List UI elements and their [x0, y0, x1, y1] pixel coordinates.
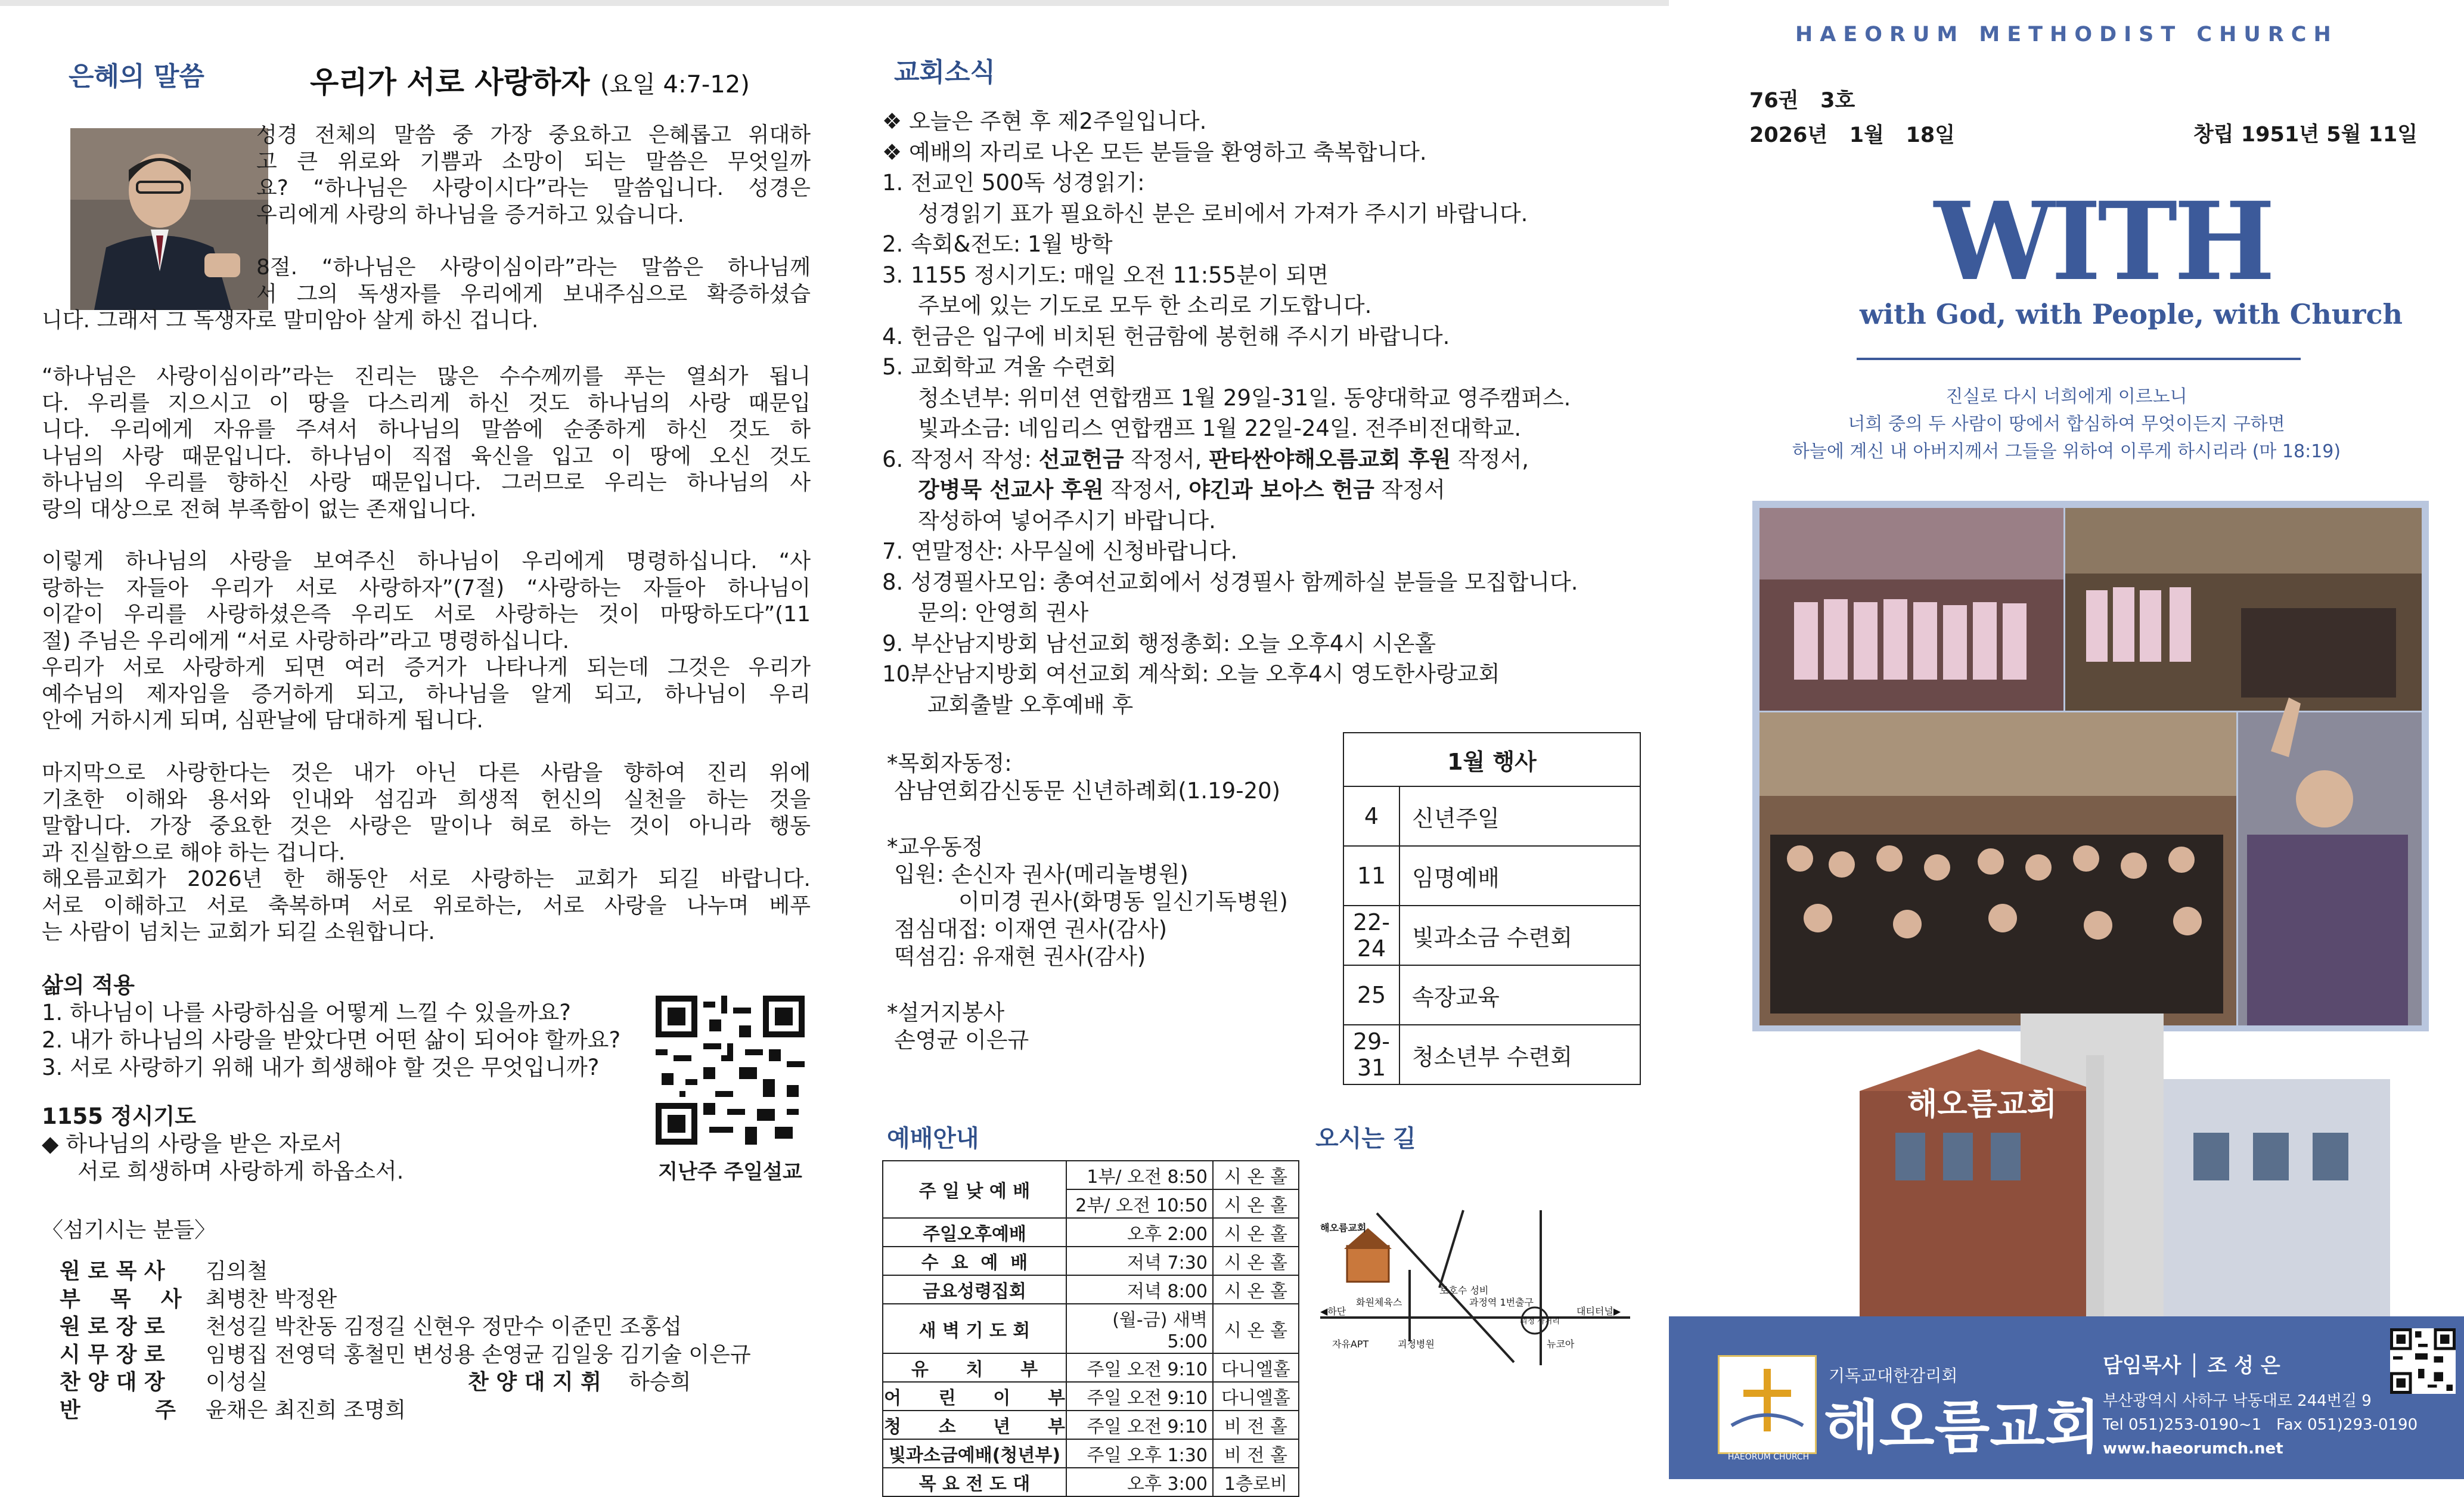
worship-time: 저녁 8:00	[1066, 1275, 1213, 1304]
events-table	[1343, 732, 1641, 1085]
staff-role: 시 무 장 로	[60, 1342, 165, 1367]
application-item: 2. 내가 하나님의 사랑을 받았다면 어떤 삶이 되어야 할까요?	[42, 1027, 621, 1053]
sermon-title-text: 우리가 서로 사랑하자	[310, 65, 590, 100]
staff-names: 하승희	[629, 1370, 691, 1394]
worship-name: 금요성령집회	[883, 1275, 1066, 1304]
text-line: 고 큰 위로와 기쁨과 소망이 되는 말씀은 무엇일까	[256, 149, 811, 174]
worship-row	[883, 1247, 1299, 1275]
divider	[1857, 358, 2301, 360]
staff-names: 이성실	[206, 1370, 268, 1394]
text-line: 우리가 서로 사랑하게 되면 여러 증거가 나타나게 되는데 그것은 우리가	[42, 655, 811, 680]
staff-row	[60, 1313, 751, 1341]
footer-qr-icon[interactable]	[2390, 1328, 2456, 1394]
staff-role: 반 주	[60, 1397, 176, 1422]
worship-place: 시 온 홀	[1213, 1161, 1299, 1189]
staff-row	[60, 1341, 751, 1369]
text-line: 우리에게 사랑의 하나님을 증거하고 있습니다.	[256, 202, 684, 227]
worship-name: 수 요 예 배	[883, 1247, 1066, 1275]
sermon-para-3	[42, 364, 811, 523]
worship-time: 1부/ 오전 8:50	[1066, 1161, 1213, 1189]
news-item-text: 강병묵 선교사 후원 작정서, 야긴과 보아스 헌금 작정서	[918, 477, 1445, 503]
logo-caption: HAEORUM CHURCH	[1727, 1452, 1810, 1462]
sermon-para-1	[256, 122, 811, 228]
pastoral-line: 삼남연회감신동문 신년하례회(1.19-20)	[894, 778, 1281, 804]
text-line: 랑의 대상으로 전혀 부족함이 없는 존재입니다.	[42, 497, 477, 522]
worship-time: (월-금) 새벽 5:00	[1066, 1304, 1213, 1353]
worship-row	[883, 1275, 1299, 1304]
worship-place: 비 전 홀	[1213, 1411, 1299, 1439]
staff-role: 부 목 사	[60, 1287, 182, 1312]
event-row	[1343, 1025, 1640, 1084]
news-item	[882, 321, 1669, 352]
church-english-name: HAEORUM METHODIST CHURCH	[1795, 23, 2338, 47]
news-item-text: 성경읽기 표가 필요하신 분은 로비에서 가져가 주시기 바랍니다.	[918, 200, 1528, 227]
event-name: 빛과소금 수련회	[1399, 906, 1640, 965]
event-row	[1343, 846, 1640, 906]
church-logo	[1718, 1355, 1817, 1454]
map-label-hwashin: 화원체육스	[1356, 1297, 1402, 1308]
text-line: 니다. 우리에게 자유를 주셔서 하나님의 말씀에 순종하게 하신 것도 하	[42, 417, 811, 442]
news-item	[882, 567, 1669, 598]
staff-names: 윤채은 최진희 조명희	[206, 1397, 406, 1422]
denomination: 기독교대한감리회	[1829, 1366, 1958, 1386]
news-item-continuation	[882, 475, 1669, 506]
news-item-text: 청소년부: 위미션 연합캠프 1월 29일-31일. 동양대학교 영주캠퍼스.	[918, 385, 1571, 411]
news-item-continuation	[882, 413, 1669, 444]
qr-caption: 지난주 주일설교	[658, 1160, 802, 1184]
worship-name: 빛과소금예배(청년부)	[883, 1439, 1066, 1468]
section-title-directions: 오시는 길	[1315, 1125, 1416, 1152]
worship-row	[883, 1304, 1299, 1353]
worship-name: 청 소 년 부	[883, 1411, 1066, 1439]
sermon-qr-block[interactable]	[656, 996, 805, 1185]
building-sign: 해오름교회	[1907, 1087, 2058, 1123]
news-item-number: 3.	[882, 262, 904, 288]
pastor-name: 조 성 은	[2207, 1354, 2280, 1378]
text-line: 8절. “하나님은 사랑이심이라”라는 말씀은 하나님께	[256, 255, 811, 280]
fax: Fax 051)293-0190	[2276, 1416, 2418, 1434]
church-building-illustration	[1824, 1014, 2420, 1324]
prayer-block	[42, 1103, 404, 1185]
worship-time: 주일 오전 9:10	[1066, 1353, 1213, 1382]
news-item-continuation	[882, 597, 1669, 628]
news-item	[882, 229, 1669, 260]
website-link[interactable]: www.haeorumch.net	[2103, 1440, 2283, 1458]
news-item-text: 문의: 안영희 권사	[918, 600, 1089, 625]
year: 2026년	[1749, 123, 1828, 147]
event-date: 25	[1343, 965, 1399, 1025]
news-item	[882, 444, 1669, 475]
phone: Tel 051)253-0190~1	[2103, 1416, 2262, 1434]
worship-row	[883, 1439, 1299, 1468]
staff-row	[60, 1397, 751, 1425]
text-line: 이같이 우리를 사랑하셨은즉 우리도 서로 사랑하는 것이 마땅하도다”(11	[42, 602, 811, 627]
worship-name: 주일오후예배	[883, 1218, 1066, 1247]
page-top-edge	[0, 0, 1669, 6]
text-line: 성경 전체의 말씀 중 가장 중요하고 은혜롭고 위대하	[256, 123, 811, 147]
worship-time: 2부/ 오전 10:50	[1066, 1189, 1213, 1218]
tagline: with God, with People, with Church	[1860, 298, 2403, 330]
worship-time: 저녁 7:30	[1066, 1247, 1213, 1275]
qr-code-icon[interactable]	[656, 996, 805, 1145]
event-name: 청소년부 수련회	[1399, 1025, 1640, 1084]
prayer-text: 하나님의 사랑을 받은 자로서	[66, 1131, 343, 1157]
volume-line	[1749, 83, 1955, 118]
sermon-para-4	[42, 548, 811, 734]
news-item-number: 5.	[882, 354, 904, 380]
photo-collage	[1752, 501, 2429, 1031]
text-line: 마지막으로 사랑한다는 것은 내가 아닌 다른 사람을 향하여 진리 위에	[42, 761, 811, 785]
staff-row	[60, 1258, 751, 1286]
worship-time: 주일 오전 9:10	[1066, 1411, 1213, 1439]
news-item	[882, 352, 1669, 383]
staff-role: 찬 양 대 지 휘	[468, 1370, 602, 1394]
text-line: 예수님의 제자임을 증거하게 되고, 하나님을 알게 되고, 하나님이 우리	[42, 681, 811, 706]
news-item-number: 10.	[882, 661, 917, 687]
application-item: 1. 하나님이 나를 사랑하심을 어떻게 느낄 수 있을까요?	[42, 1000, 571, 1025]
news-bullet	[882, 137, 1669, 168]
staff-row	[60, 1286, 751, 1314]
event-row	[1343, 906, 1640, 965]
worship-place: 시 온 홀	[1213, 1218, 1299, 1247]
verse-line: 진실로 다시 너희에게 이르노니	[1945, 386, 2187, 407]
news-extra	[887, 750, 1288, 1054]
worship-place: 시 온 홀	[1213, 1189, 1299, 1218]
event-date: 4	[1343, 786, 1399, 846]
event-row	[1343, 786, 1640, 846]
staff-role: 찬 양 대 장	[60, 1370, 165, 1394]
staff-list	[60, 1258, 751, 1424]
contact-info	[2103, 1389, 2418, 1461]
with-logo: WITH	[1934, 179, 2272, 305]
worship-name: 주 일 낮 예 배	[883, 1161, 1066, 1218]
church-building-icon	[1347, 1246, 1389, 1282]
staff-names: 김의철	[206, 1259, 268, 1284]
worship-place: 다니엘홀	[1213, 1382, 1299, 1411]
news-item	[882, 168, 1669, 199]
application-block	[42, 972, 620, 1081]
verse-line: 너희 중의 두 사람이 땅에서 합심하여 무엇이든지 구하면	[1848, 414, 2285, 435]
text-line: 말합니다. 가장 중요한 것은 사랑은 말이나 혀로 하는 것이 아니라 행동	[42, 814, 811, 838]
staff-role: 원 로 목 사	[60, 1259, 165, 1284]
section-title-grace: 은혜의 말씀	[69, 61, 204, 92]
news-item-number: 9.	[882, 630, 904, 656]
worship-row	[883, 1353, 1299, 1382]
text-line: 과 진실함으로 해야 하는 겁니다.	[42, 840, 346, 865]
application-item: 3. 서로 사랑하기 위해 내가 희생해야 할 것은 무엇입니까?	[42, 1055, 600, 1080]
text-line: 안에 거하시게 되며, 심판날에 담대하게 됩니다.	[42, 708, 483, 733]
news-item-text: 1155 정시기도: 매일 오전 11:55분이 되면	[911, 262, 1329, 288]
member-line: 점심대접: 이재연 권사(감사)	[894, 916, 1168, 942]
news-item-text: 작성하여 넣어주시기 바랍니다.	[918, 507, 1216, 534]
news-item-number: 7.	[882, 538, 904, 564]
bible-verse	[1669, 383, 2464, 466]
prayer-title: 1155 정시기도	[42, 1104, 196, 1129]
prayer-line	[42, 1130, 404, 1158]
event-name: 속장교육	[1399, 965, 1640, 1025]
worship-row	[883, 1161, 1299, 1189]
events-title: 1월 행사	[1343, 733, 1640, 786]
news-item-text: 연말정산: 사무실에 신청바랍니다.	[911, 538, 1238, 564]
member-line: 입원: 손신자 권사(메리놀병원)	[894, 861, 1188, 887]
worship-time: 오후 3:00	[1066, 1468, 1213, 1496]
text-line: 다. 우리를 지으시고 이 땅을 다스리게 하신 것도 하나님의 사랑 때문입	[42, 390, 811, 416]
text-line: 서 그의 독생자를 우리에게 보내주심으로 확증하셨습	[256, 281, 811, 306]
worship-name: 유 치 부	[883, 1353, 1066, 1382]
staff-names: 천성길 박찬동 김정길 신현우 정만수 이준민 조홍섭	[206, 1315, 682, 1339]
staff-names: 최병찬 박정완	[206, 1287, 337, 1312]
text-line: 서로 이해하고 서로 축복하며 서로 위로하는, 서로 사랑을 나누며 베푸	[42, 893, 811, 918]
worship-time: 오후 2:00	[1066, 1218, 1213, 1247]
member-title: *교우동정	[887, 834, 983, 860]
map-label-gwajeong: 과정역 1번출구	[1469, 1297, 1534, 1308]
text-line: “하나님은 사랑이심이라”라는 진리는 많은 수수께끼를 푸는 열쇠가 됩니	[42, 364, 811, 389]
church-logo-icon	[1720, 1357, 1815, 1452]
worship-row	[883, 1382, 1299, 1411]
diamond-bullet-icon: ◆	[42, 1131, 59, 1157]
map-label-daeti: 대티터널▶	[1577, 1306, 1621, 1317]
news-item-text: 속회&전도: 1월 방학	[911, 231, 1113, 257]
news-item-text: 전교인 500독 성경읽기:	[911, 170, 1145, 196]
diamond-bullet-icon: ❖	[882, 139, 902, 165]
staff-role: 원 로 장 로	[60, 1315, 165, 1339]
news-item-continuation	[882, 199, 1669, 230]
news-item-number: 1.	[882, 170, 904, 196]
text-line: 요? “하나님은 사랑이시다”라는 말씀입니다. 성경은	[256, 176, 811, 200]
news-item-text: 부산남지방회 여선교회 계삭회: 오늘 오후4시 영도한사랑교회	[911, 661, 1500, 687]
prayer-line: 서로 희생하며 사랑하게 하옵소서.	[77, 1158, 404, 1184]
news-item	[882, 536, 1669, 567]
news-items	[882, 168, 1669, 720]
news-item-continuation	[882, 290, 1669, 321]
text-line: 이렇게 하나님의 사랑을 보여주신 하나님이 우리에게 명령하십니다. “사	[42, 549, 811, 574]
staff-names: 임병집 전영덕 홍철민 변성용 손영균 김일웅 김기술 이은규	[206, 1342, 751, 1367]
dish-title: *설거지봉사	[887, 1000, 1005, 1025]
event-name: 신년주일	[1399, 786, 1640, 846]
text-line: 는 사람이 넘치는 교회가 되길 소원합니다.	[42, 920, 435, 944]
worship-place: 시 온 홀	[1213, 1304, 1299, 1353]
worship-name: 목 요 전 도 대	[883, 1468, 1066, 1496]
worship-name: 어 린 이 부	[883, 1382, 1066, 1411]
event-row	[1343, 965, 1640, 1025]
verse-line: 하늘에 계신 내 아버지께서 그들을 위하여 이루게 하시리라 (마 18:19)	[1792, 441, 2341, 462]
diamond-bullet-icon: ❖	[882, 109, 902, 134]
news-item	[882, 659, 1669, 690]
news-item-continuation	[882, 690, 1669, 721]
section-title-worship: 예배안내	[887, 1125, 979, 1152]
news-item-text: 성경필사모임: 총여선교회에서 성경필사 함께하실 분들을 모집합니다.	[911, 569, 1578, 595]
founding-date: 창립 1951년 5월 11일	[2193, 123, 2418, 147]
worship-table	[882, 1160, 1299, 1497]
news-item-continuation	[882, 383, 1669, 414]
worship-place: 시 온 홀	[1213, 1247, 1299, 1275]
text-line: 나님의 사랑 때문입니다. 하나님이 직접 육신을 입고 이 땅에 오신 것도	[42, 444, 811, 469]
sermon-title	[310, 58, 750, 101]
event-date: 22-24	[1343, 906, 1399, 965]
news-text: 예배의 자리로 나온 모든 분들을 환영하고 축복합니다.	[908, 139, 1427, 165]
news-item-text: 부산남지방회 남선교회 행정총회: 오늘 오후4시 시온홀	[911, 630, 1436, 656]
worship-place: 비 전 홀	[1213, 1439, 1299, 1468]
news-item-text: 헌금은 입구에 비치된 헌금함에 봉헌해 주시기 바랍니다.	[911, 323, 1450, 349]
news-item-text: 작정서 작성: 선교헌금 작정서, 판타싼야해오름교회 후원 작정서,	[911, 446, 1529, 472]
news-item-number: 2.	[882, 231, 904, 257]
news-item-number: 8.	[882, 569, 904, 595]
text-line: 해오름교회가 2026년 한 해동안 서로 사랑하는 교회가 되길 바랍니다.	[42, 867, 811, 891]
news-item-text: 빛과소금: 네임리스 연합캠프 1월 22일-24일. 전주비전대학교.	[918, 416, 1522, 441]
news-item-text: 주보에 있는 기도로 모두 한 소리로 기도합니다.	[918, 293, 1372, 318]
footer-bar	[1669, 1316, 2464, 1479]
pastor-label: 담임목사	[2103, 1354, 2181, 1378]
worship-row	[883, 1468, 1299, 1496]
worship-place: 1층로비	[1213, 1468, 1299, 1496]
volume: 76권	[1749, 89, 1799, 113]
news-item	[882, 628, 1669, 659]
event-name: 임명예배	[1399, 846, 1640, 906]
worship-time: 주일 오후 1:30	[1066, 1439, 1213, 1468]
news-list	[882, 106, 1669, 720]
worship-place: 시 온 홀	[1213, 1275, 1299, 1304]
map-label-samgeori: 괴정 사거리	[1520, 1317, 1560, 1326]
staff-row	[60, 1369, 751, 1397]
issue-info	[1749, 83, 1955, 153]
issue: 3호	[1820, 89, 1855, 113]
sermon-reference: (요일 4:7-12)	[600, 71, 750, 98]
month: 1월	[1849, 123, 1884, 147]
event-date: 11	[1343, 846, 1399, 906]
worship-row	[883, 1218, 1299, 1247]
news-item-text: 교회학교 겨울 수련회	[911, 354, 1117, 380]
text-line: 절) 주님은 우리에게 “서로 사랑하라”라고 명령하십니다.	[42, 628, 570, 653]
date-line	[1749, 118, 1955, 153]
sermon-para-5	[42, 760, 811, 946]
news-item-number: 6.	[882, 446, 904, 472]
map-label-jayu: 자유APT	[1332, 1338, 1369, 1350]
footer-church-name: 해오름교회	[1824, 1394, 2100, 1461]
news-bullet	[882, 106, 1669, 137]
news-item	[882, 260, 1669, 291]
text-line: 기초한 이해와 용서와 인내와 섬김과 희생적 헌신의 실천을 하는 것을	[42, 787, 811, 812]
news-text: 오늘은 주현 후 제2주일입니다.	[908, 109, 1207, 134]
map-label-bokyo: 보호수 성비	[1439, 1285, 1489, 1296]
worship-row	[883, 1411, 1299, 1439]
pastoral-title: *목회자동정:	[887, 751, 1012, 776]
staff-title: 〈섬기시는 분들〉	[42, 1218, 216, 1242]
map-label-hadan: ◀하단	[1320, 1306, 1346, 1317]
event-date: 29-31	[1343, 1025, 1399, 1084]
text-line: 랑하는 자들아 우리가 서로 사랑하자”(7절) “사랑하는 자들아 하나님이	[42, 575, 811, 600]
phone-line	[2103, 1413, 2418, 1437]
pastor-line: 담임목사 │ 조 성 은	[2103, 1354, 2280, 1378]
text-line: 니다. 그래서 그 독생자로 말미암아 살게 하신 겁니다.	[42, 308, 539, 333]
news-item-text: 교회출발 오후예배 후	[927, 692, 1134, 718]
map-label-hospital: 괴정병원	[1398, 1338, 1435, 1350]
section-title-news: 교회소식	[894, 57, 996, 88]
member-line: 이미경 권사(화명동 일신기독병원)	[958, 889, 1288, 915]
news-item-number: 4.	[882, 323, 904, 349]
dish-line: 손영균 이은규	[894, 1027, 1029, 1053]
address: 부산광역시 사하구 낙동대로 244번길 9	[2103, 1392, 2372, 1410]
photo-collage-image	[1752, 501, 2429, 1031]
worship-place: 다니엘홀	[1213, 1353, 1299, 1382]
day: 18일	[1906, 123, 1956, 147]
directions-map[interactable]	[1320, 1198, 1630, 1371]
text-line: 하나님의 우리를 향하신 사랑 때문입니다. 그러므로 우리는 하나님의 사	[42, 470, 811, 495]
map-label-nurun: 뉴코아	[1547, 1338, 1575, 1350]
application-title: 삶의 적용	[42, 972, 135, 998]
worship-time: 주일 오전 9:10	[1066, 1382, 1213, 1411]
sermon-para-2	[42, 255, 811, 334]
worship-name: 새 벽 기 도 회	[883, 1304, 1066, 1353]
map-label-church: 해오름교회	[1320, 1222, 1367, 1233]
member-line: 떡섬김: 유재현 권사(감사)	[894, 944, 1146, 969]
news-item-continuation	[882, 506, 1669, 537]
